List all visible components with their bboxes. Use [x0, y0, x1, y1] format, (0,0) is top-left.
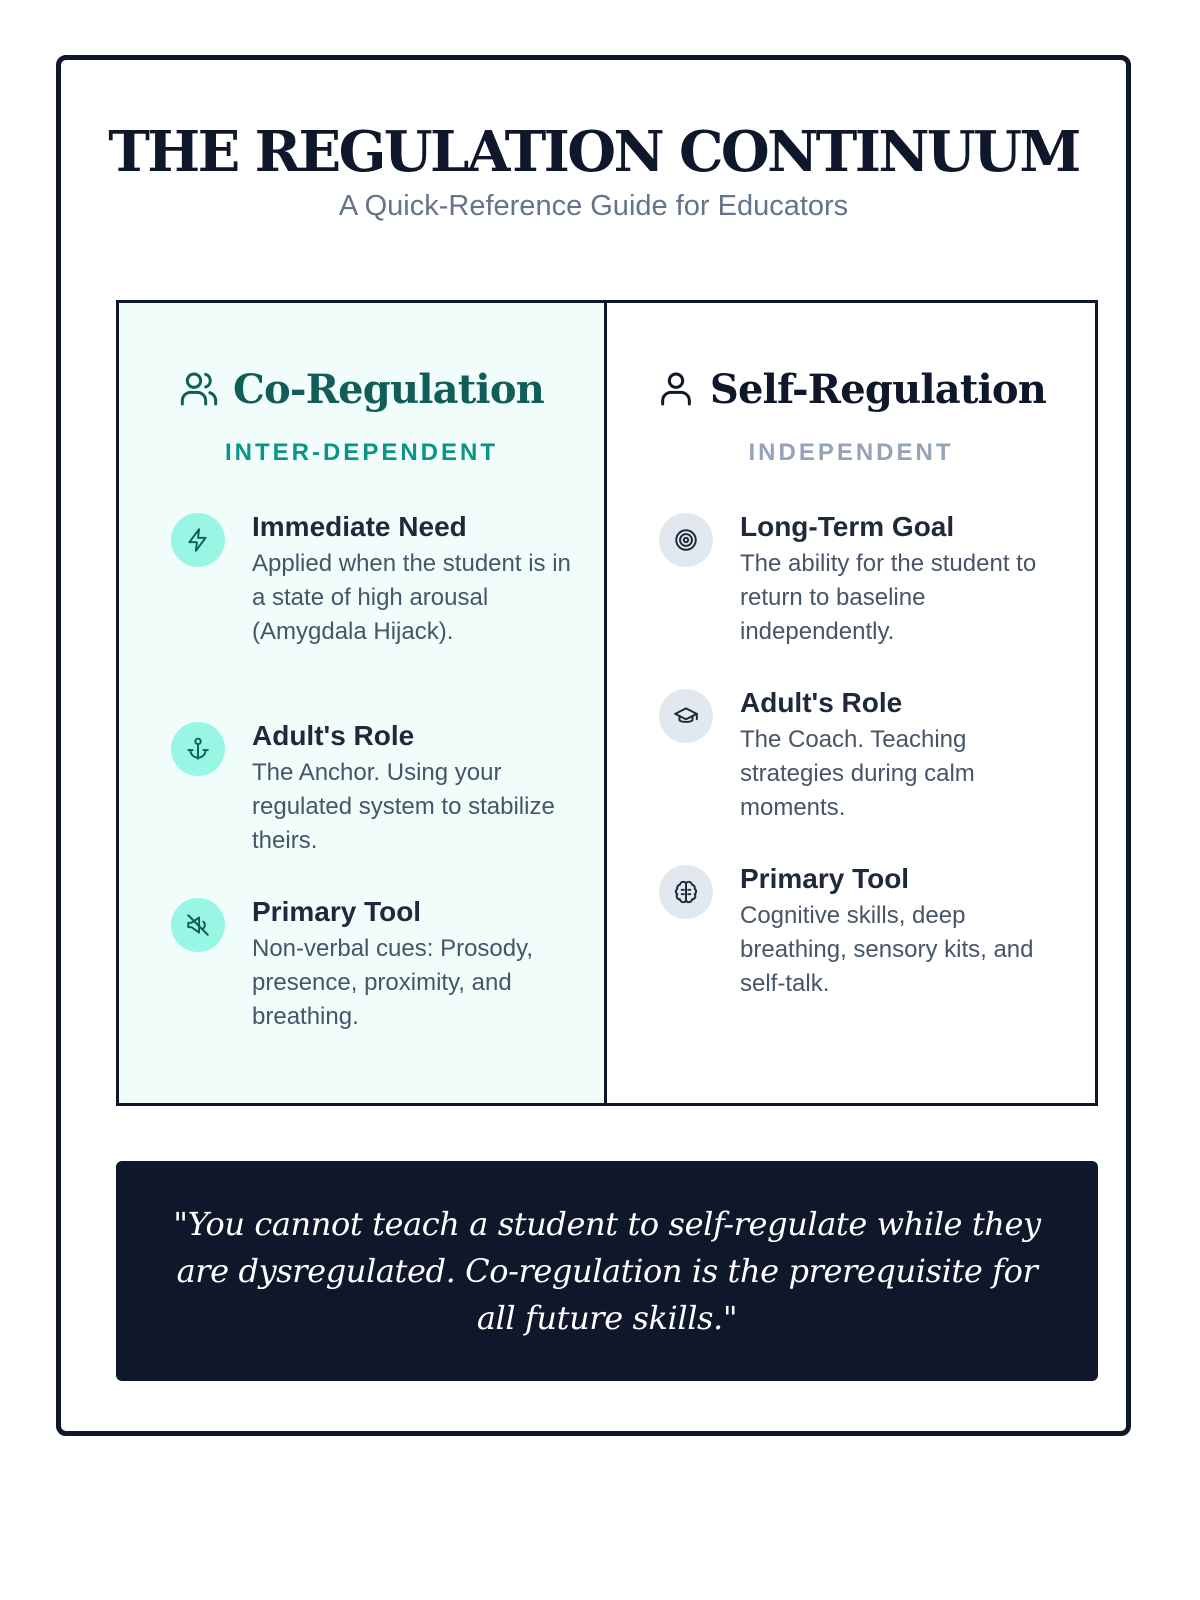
- graduation-cap-icon: [659, 689, 713, 743]
- comparison-grid: [116, 300, 1098, 1106]
- brain-icon: [659, 865, 713, 919]
- item-title: Long-Term Goal: [740, 511, 955, 542]
- item-title: Primary Tool: [252, 896, 422, 927]
- page-title: THE REGULATION CONTINUUM: [108, 119, 1079, 185]
- self-item-text: [740, 685, 1065, 825]
- co-item-text: [252, 718, 574, 858]
- co-item-text: [252, 509, 574, 649]
- item-description: The Coach. Teaching strategies during calm moments.: [740, 726, 975, 821]
- item-description: The ability for the student to return to baseline independently.: [740, 550, 1037, 645]
- quote-banner: [116, 1161, 1098, 1381]
- users-icon: [179, 369, 219, 409]
- self-regulation-title: Self-Regulation: [709, 365, 1047, 413]
- item-description: Non-verbal cues: Prosody, presence, proximity, and breathing.: [252, 935, 534, 1030]
- page-subtitle: A Quick-Reference Guide for Educators: [338, 190, 849, 222]
- user-icon: [656, 369, 696, 409]
- item-title: Adult's Role: [740, 687, 903, 718]
- item-description: The Anchor. Using your regulated system to stabilize theirs.: [252, 759, 555, 854]
- self-item-text: [740, 861, 1065, 1001]
- lightning-icon: [171, 513, 225, 567]
- quote-text: "You cannot teach a student to self-regulate while they are dysregulated. Co-regulation is the prerequisite for all future skills.": [173, 1204, 1041, 1337]
- item-title: Primary Tool: [740, 863, 910, 894]
- co-regulation-column: [119, 303, 607, 1103]
- reference-card: [56, 55, 1131, 1436]
- self-regulation-tag: INDEPENDENT: [748, 439, 954, 466]
- item-description: Applied when the student is in a state of high arousal (Amygdala Hijack).: [252, 550, 571, 645]
- target-icon: [659, 513, 713, 567]
- co-item-text: [252, 894, 574, 1034]
- self-item-text: [740, 509, 1065, 649]
- self-regulation-header: [607, 359, 1095, 419]
- item-description: Cognitive skills, deep breathing, sensory kits, and self-talk.: [740, 902, 1034, 997]
- co-regulation-title: Co-Regulation: [232, 365, 544, 413]
- anchor-icon: [171, 722, 225, 776]
- co-regulation-header: [119, 359, 604, 419]
- self-regulation-column: [607, 303, 1095, 1103]
- item-title: Adult's Role: [252, 720, 415, 751]
- co-regulation-tag: INTER-DEPENDENT: [224, 439, 498, 466]
- item-title: Immediate Need: [252, 511, 467, 542]
- megaphone-off-icon: [171, 898, 225, 952]
